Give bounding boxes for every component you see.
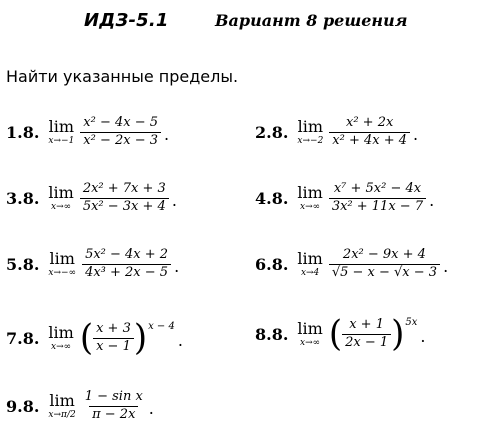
terminal-period: . (171, 191, 177, 210)
right-parenthesis: ) (391, 313, 405, 355)
problem-7-8 (6, 316, 183, 360)
denominator: x − 1 (93, 338, 134, 355)
problem-2-8 (255, 110, 418, 154)
denominator: √5 − x − √x − 3 (329, 264, 440, 281)
problem-4-8 (255, 176, 434, 220)
limit-operator (48, 182, 74, 212)
document-code: ИДЗ-5.1 (84, 10, 169, 31)
limit-expression (329, 248, 440, 281)
numerator: 2x² − 9x + 4 (342, 246, 426, 262)
limit-subscript: x→π/2 (48, 409, 76, 420)
terminal-period: . (174, 257, 180, 276)
exponent: 5x (405, 317, 418, 328)
fraction (93, 322, 134, 355)
limit-word: lim (48, 322, 74, 342)
limit-expression (80, 182, 169, 215)
problem-number: 7.8. (6, 328, 40, 348)
numerator: x + 1 (349, 316, 384, 332)
problem-number: 6.8. (255, 254, 289, 274)
limit-subscript: x→−∞ (48, 267, 77, 278)
numerator: 5x² − 4x + 2 (85, 246, 169, 262)
denominator: 4x³ + 2x − 5 (82, 264, 171, 281)
limit-subscript: x→∞ (51, 201, 72, 212)
terminal-period: . (413, 125, 419, 144)
fraction (329, 248, 440, 281)
right-parenthesis: ) (133, 317, 148, 359)
terminal-period: . (148, 399, 154, 418)
terminal-period: . (443, 257, 449, 276)
problem-5-8 (6, 242, 179, 286)
problem-6-8 (255, 242, 448, 286)
problem-1-8 (6, 110, 169, 154)
denominator: 3x² + 11x − 7 (329, 198, 426, 215)
problem-9-8 (6, 384, 154, 428)
terminal-period: . (429, 191, 435, 210)
limit-word: lim (49, 390, 75, 410)
limit-word: lim (48, 182, 74, 202)
denominator: π − 2x (89, 406, 138, 423)
terminal-period: . (420, 327, 426, 346)
problem-number: 2.8. (255, 122, 289, 142)
limit-operator (48, 248, 77, 278)
limit-word: lim (297, 248, 323, 268)
denominator: 2x − 1 (342, 334, 391, 351)
problem-number: 8.8. (255, 324, 289, 344)
limit-word: lim (48, 116, 75, 136)
limit-subscript: x→−1 (48, 135, 75, 146)
limit-operator (48, 116, 75, 146)
limit-subscript: x→−2 (297, 135, 324, 146)
limit-operator (297, 116, 324, 146)
numerator: 1 − sin x (84, 388, 143, 404)
exponent: x − 4 (148, 321, 175, 332)
limit-expression (79, 317, 175, 359)
limit-operator (48, 322, 74, 352)
fraction (82, 248, 171, 281)
problem-number: 1.8. (6, 122, 40, 142)
limit-expression (82, 390, 146, 423)
limit-subscript: x→∞ (300, 201, 321, 212)
limit-operator (297, 182, 323, 212)
left-parenthesis: ( (79, 317, 94, 359)
denominator: x² − 2x − 3 (80, 132, 161, 149)
problem-number: 3.8. (6, 188, 40, 208)
limit-operator (297, 318, 323, 348)
fraction (342, 318, 391, 351)
left-parenthesis: ( (328, 313, 343, 355)
terminal-period: . (177, 331, 183, 350)
terminal-period: . (164, 125, 170, 144)
limit-word: lim (297, 182, 323, 202)
problem-number: 9.8. (6, 396, 40, 416)
numerator: x² − 4x − 5 (83, 114, 159, 130)
denominator: x² + 4x + 4 (329, 132, 410, 149)
variant-title: Вариант 8 решения (215, 11, 408, 30)
fraction (80, 182, 169, 215)
limit-operator (48, 390, 76, 420)
numerator: x⁷ + 5x² − 4x (333, 180, 422, 196)
task-statement: Найти указанные пределы. (6, 67, 239, 86)
limit-expression (328, 313, 418, 355)
limit-expression (82, 248, 171, 281)
denominator: 5x² − 3x + 4 (80, 198, 169, 215)
problem-number: 4.8. (255, 188, 289, 208)
fraction (329, 116, 410, 149)
limit-expression (329, 182, 426, 215)
problem-3-8 (6, 176, 177, 220)
problem-8-8 (255, 312, 425, 356)
numerator: x² + 2x (346, 114, 394, 130)
limit-word: lim (297, 318, 323, 338)
fraction (80, 116, 161, 149)
limit-subscript: x→4 (300, 267, 320, 278)
problem-number: 5.8. (6, 254, 40, 274)
limit-expression (329, 116, 410, 149)
numerator: x + 3 (96, 320, 131, 336)
numerator: 2x² + 7x + 3 (82, 180, 166, 196)
fraction (329, 182, 426, 215)
fraction (82, 390, 146, 423)
limit-word: lim (297, 116, 324, 136)
limit-expression (80, 116, 161, 149)
limit-operator (297, 248, 323, 278)
limit-subscript: x→∞ (51, 341, 72, 352)
limit-word: lim (49, 248, 75, 268)
limit-subscript: x→∞ (300, 337, 321, 348)
